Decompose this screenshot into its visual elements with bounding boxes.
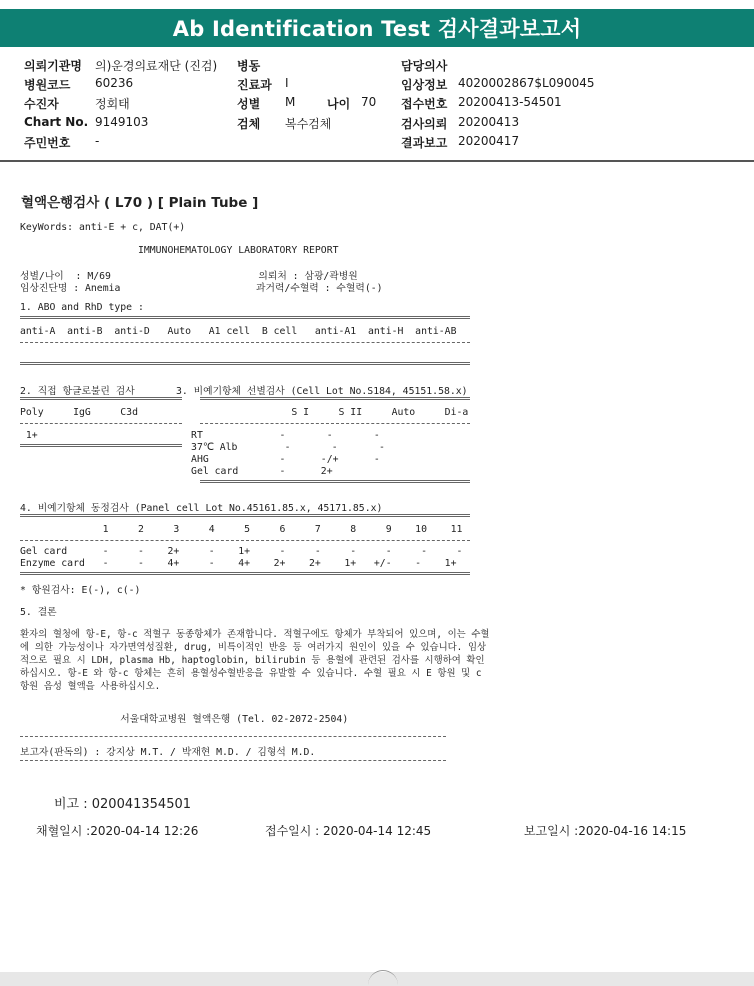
abo-columns: anti-A anti-B anti-D Auto A1 cell B cell anti-A1 anti-H anti-AB xyxy=(20,326,457,337)
specimen-value: 복수검체 xyxy=(285,117,332,131)
conclusion-text: 환자의 혈청에 항-E, 항-c 적혈구 동종항체가 존재합니다. 적혈구에도 항체가 부착되어 있으며, 이는 수혈에 의한 가능성이나 자가면역성질환, drug, 비특이적인 반응 등 여러가지 원인이 있을 수 있습니다. 임상적으로 필요 시 LDH, plasma Hb, haptoglobin, bilirubin 등 용혈에 관련된 검사를 시행하여 확인하십시오. 항-E 와 항-c 항체는 흔히 용혈성수혈반응을 유발할 수 있습니다. 수혈 필요 시 E 항원 및 c 항원 음성 혈액을 사용하십시오. xyxy=(20,629,490,692)
sex-value: M xyxy=(285,95,296,109)
section-title: 혈액은행검사 ( L70 ) [ Plain Tube ] xyxy=(21,195,259,211)
divider xyxy=(20,514,470,517)
dept-value: I xyxy=(285,76,289,90)
collected-datetime: 채혈일시 :2020-04-14 12:26 xyxy=(36,824,199,838)
divider xyxy=(20,342,470,343)
patient-line: 성별/나이 : M/69 의뢰처 : 삼광/곽병원 xyxy=(20,271,358,282)
sex-label: 성별 xyxy=(237,97,261,111)
panel-row-enzyme: Enzyme card - - 4+ - 4+ 2+ 2+ 1+ +/- - 1+ xyxy=(20,558,457,569)
divider xyxy=(200,480,470,483)
keywords-line: KeyWords: anti-E + c, DAT(+) xyxy=(20,222,186,233)
remark: 비고 : 020041354501 xyxy=(54,797,192,812)
clinical-label: 임상정보 xyxy=(401,78,448,92)
chart-value: 9149103 xyxy=(95,115,149,129)
report-heading: IMMUNOHEMATOLOGY LABORATORY REPORT xyxy=(20,245,339,256)
screen-row-rt: 1+ RT - - - xyxy=(20,430,380,441)
age-label: 나이 xyxy=(327,97,351,111)
rrn-label: 주민번호 xyxy=(24,136,71,150)
institution-value: 의)운경의료재단 (진검) xyxy=(95,59,218,73)
screen-row-ahg: AHG - -/+ - xyxy=(20,454,380,465)
header-divider xyxy=(0,160,754,162)
report-title-banner xyxy=(0,9,754,47)
divider xyxy=(20,760,446,761)
report-date-label: 결과보고 xyxy=(401,136,448,150)
specimen-label: 검체 xyxy=(237,117,261,131)
hospital-code-value: 60236 xyxy=(95,76,134,90)
request-value: 20200413 xyxy=(458,115,520,129)
dat-columns: Poly IgG C3d S I S II Auto Di-a xyxy=(20,407,469,418)
reporter-line: 보고자(판독의) : 강지상 M.T. / 박재현 M.D. / 김형석 M.D. xyxy=(20,747,316,758)
divider xyxy=(200,423,470,424)
diagnosis-line: 임상진단명 : Anemia 과거력/수혈력 : 수혈력(-) xyxy=(20,283,383,294)
divider xyxy=(20,423,182,424)
report-title: Ab Identification Test 검사결과보고서 xyxy=(172,17,582,41)
receipt-value: 20200413-54501 xyxy=(458,95,562,109)
chart-label: Chart No. xyxy=(24,115,89,129)
age-value: 70 xyxy=(361,95,377,109)
divider xyxy=(20,397,182,400)
clinical-value: 4020002867$L090045 xyxy=(458,76,595,90)
reported-datetime: 보고일시 :2020-04-16 14:15 xyxy=(524,824,687,838)
section-2-3-title: 2. 직접 항글로불린 검사 3. 비예기항체 선별검사 (Cell Lot No.S184, 45151.58.x) xyxy=(20,386,468,397)
hospital-code-label: 병원코드 xyxy=(24,78,71,92)
patient-value: 정회태 xyxy=(95,97,130,111)
report-date-value: 20200417 xyxy=(458,134,520,148)
institution-label: 의뢰기관명 xyxy=(24,59,82,73)
divider xyxy=(20,736,446,737)
lab-contact-line: 서울대학교병원 혈액은행 (Tel. 02-2072-2504) xyxy=(20,714,349,725)
abo-title: 1. ABO and RhD type : xyxy=(20,302,144,313)
panel-row-gel: Gel card - - 2+ - 1+ - - - - - - xyxy=(20,546,463,557)
doctor-label: 담당의사 xyxy=(401,59,448,73)
divider xyxy=(20,362,470,365)
rrn-value: - xyxy=(95,134,100,148)
ward-label: 병동 xyxy=(237,59,261,73)
dept-label: 진료과 xyxy=(237,78,272,92)
panel-columns: 1 2 3 4 5 6 7 8 9 10 11 xyxy=(20,524,463,535)
patient-label: 수진자 xyxy=(24,97,59,111)
request-label: 검사의뢰 xyxy=(401,117,448,131)
panel-title: 4. 비예기항체 동정검사 (Panel cell Lot No.45161.85.x, 45171.85.x) xyxy=(20,503,383,514)
received-datetime: 접수일시 : 2020-04-14 12:45 xyxy=(265,824,432,838)
divider xyxy=(20,572,470,575)
screen-row-gel: Gel card - 2+ xyxy=(20,466,333,477)
receipt-label: 접수번호 xyxy=(401,97,448,111)
divider xyxy=(20,540,470,541)
screen-row-alb: 37℃ Alb - - - xyxy=(20,442,385,453)
antigen-line: * 항원검사: E(-), c(-) xyxy=(20,585,141,596)
divider xyxy=(200,397,470,400)
conclusion-title: 5. 결론 xyxy=(20,607,57,618)
divider xyxy=(20,316,470,319)
